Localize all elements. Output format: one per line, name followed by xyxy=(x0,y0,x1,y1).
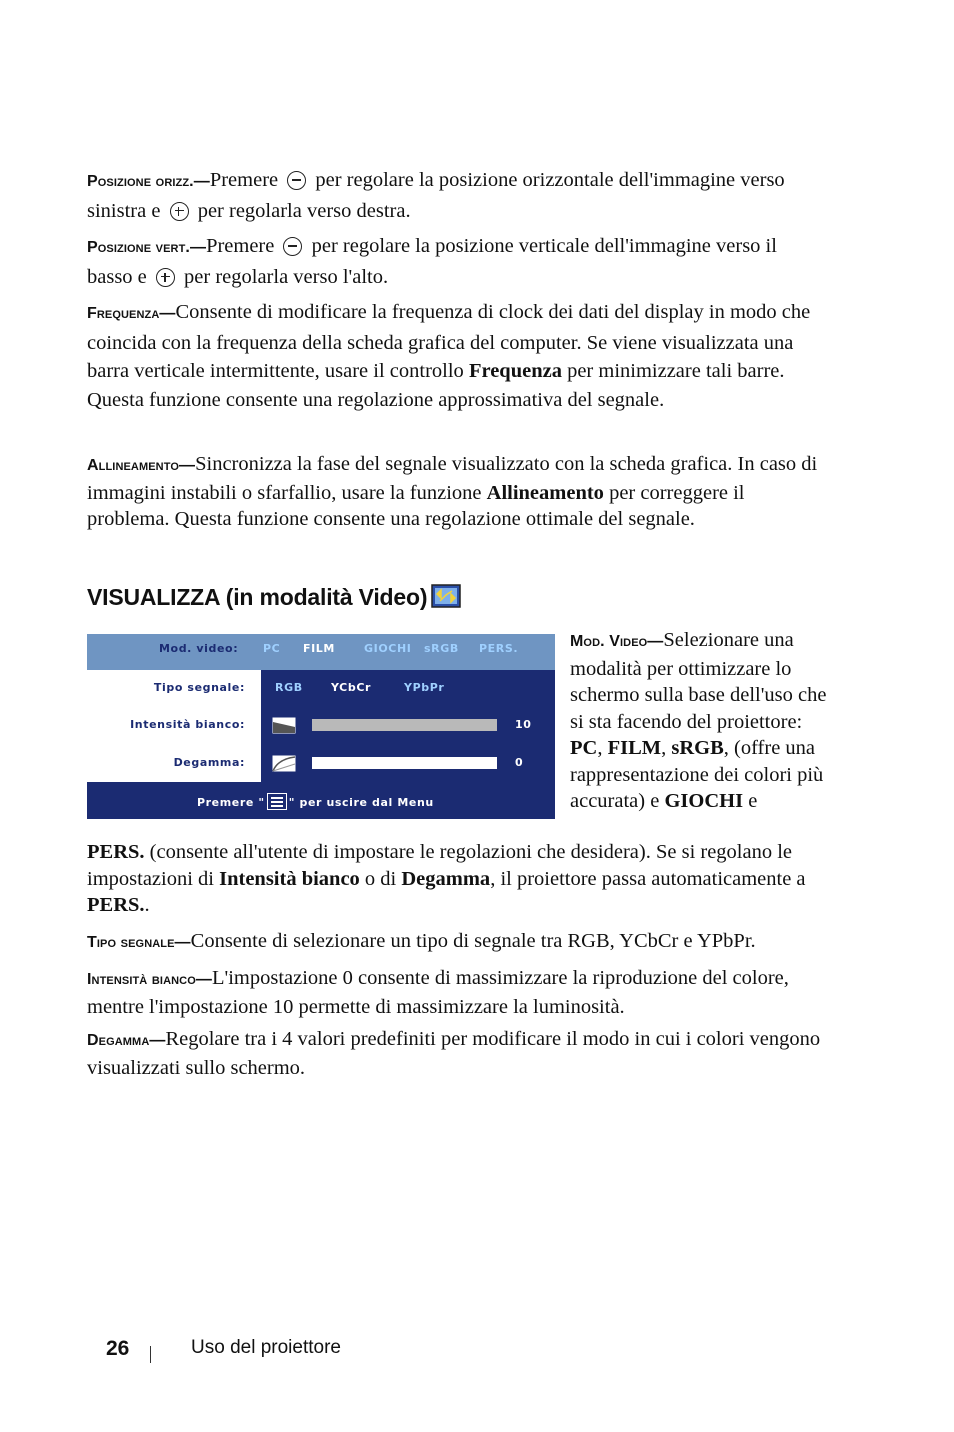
osd-mode-pc[interactable]: PC xyxy=(263,642,281,655)
white-intensity-slider[interactable] xyxy=(312,719,497,731)
osd-signal-ypbpr[interactable]: YPbPr xyxy=(404,681,445,694)
term: Frequenza— xyxy=(87,305,176,322)
term: Posizione orizz.— xyxy=(87,173,210,190)
mod-video-para: Mod. Video—Selezionare una modalità per ottimizzare lo schermo sulla base dell'uso che si sta facendo del proiettore: PC, FILM, sRGB, (offre una rappresentazione dei colori più accurata) e GIOCHI e xyxy=(570,629,827,812)
osd-signal-ycbcr[interactable]: YCbCr xyxy=(331,681,372,694)
posizione-orizz-para: Posizione orizz.—Premere per regolare la posizione orizzontale dell'immagine verso sinistra e per regolarla verso destra. xyxy=(87,169,785,222)
section-heading: VISUALIZZA (in modalità Video) xyxy=(87,584,461,611)
posizione-vert-para: Posizione vert.—Premere per regolare la posizione verticale dell'immagine verso il basso e per regolarla verso l'alto. xyxy=(87,235,777,288)
page-number: 26 xyxy=(106,1337,130,1360)
degamma-icon xyxy=(272,755,296,772)
term: Tipo segnale— xyxy=(87,934,191,951)
intensita-bianco-para: Intensità bianco—L'impostazione 0 consente di massimizzare la riproduzione del colore, mentre l'impostazione 10 permette di massimizzare la luminosità. xyxy=(87,967,789,1018)
term: Posizione vert.— xyxy=(87,239,207,256)
osd-menu xyxy=(87,634,555,819)
plus-button-icon xyxy=(170,202,189,221)
white-intensity-icon xyxy=(272,717,296,734)
osd-mode-pers[interactable]: PERS. xyxy=(479,642,519,655)
frequenza-para: Frequenza—Consente di modificare la frequenza di clock dei dati del display in modo che coincida con la frequenza della scheda grafica del computer. Se viene visualizzata una barra verticale intermittente, usare il controllo Frequenza per minimizzare tali barre. Questa funzione consente una regolazione approssimativa del segnale. xyxy=(87,301,811,411)
footer-title: Uso del proiettore xyxy=(191,1337,341,1358)
degamma-para: Degamma—Regolare tra i 4 valori predefiniti per modificare il modo in cui i colori vengono visualizzati sullo schermo. xyxy=(87,1028,821,1079)
osd-degamma-label: Degamma: xyxy=(173,756,245,769)
degamma-value: 0 xyxy=(515,756,524,769)
osd-footer-text: Premere " " per uscire dal Menu xyxy=(197,793,434,810)
osd-mode-srgb[interactable]: sRGB xyxy=(424,642,459,655)
mod-video-continuation: PERS. (consente all'utente di impostare le regolazioni che desidera). Se si regolano le impostazioni di Intensità bianco o di Degamma, il proiettore passa automaticamente a PERS.. xyxy=(87,841,806,916)
plus-button-icon xyxy=(156,268,175,287)
white-intensity-fill xyxy=(312,719,497,731)
term: Intensità bianco— xyxy=(87,971,212,988)
term: Degamma— xyxy=(87,1032,166,1049)
term: Allineamento— xyxy=(87,457,196,474)
osd-mode-giochi[interactable]: GIOCHI xyxy=(364,642,412,655)
degamma-slider[interactable] xyxy=(312,757,497,769)
osd-mode-label: Mod. video: xyxy=(159,642,239,655)
osd-white-label: Intensità bianco: xyxy=(130,718,245,731)
osd-signal-rgb[interactable]: RGB xyxy=(275,681,303,694)
minus-button-icon xyxy=(283,237,302,256)
menu-button-icon xyxy=(267,793,287,810)
term: Mod. Video— xyxy=(570,633,664,650)
osd-mode-film[interactable]: FILM xyxy=(303,642,335,655)
tipo-segnale-para: Tipo segnale—Consente di selezionare un tipo di segnale tra RGB, YCbCr e YPbPr. xyxy=(87,930,756,952)
allineamento-para: Allineamento—Sincronizza la fase del segnale visualizzato con la scheda grafica. In caso di immagini instabili o sfarfallio, usare la funzione Allineamento per correggere il problema. Questa funzione consente una regolazione ottimale del segnale. xyxy=(87,453,818,530)
white-intensity-value: 10 xyxy=(515,718,532,731)
osd-signal-label: Tipo segnale: xyxy=(153,681,245,694)
video-display-icon xyxy=(431,584,461,608)
minus-button-icon xyxy=(287,171,306,190)
footer-separator xyxy=(150,1346,151,1363)
